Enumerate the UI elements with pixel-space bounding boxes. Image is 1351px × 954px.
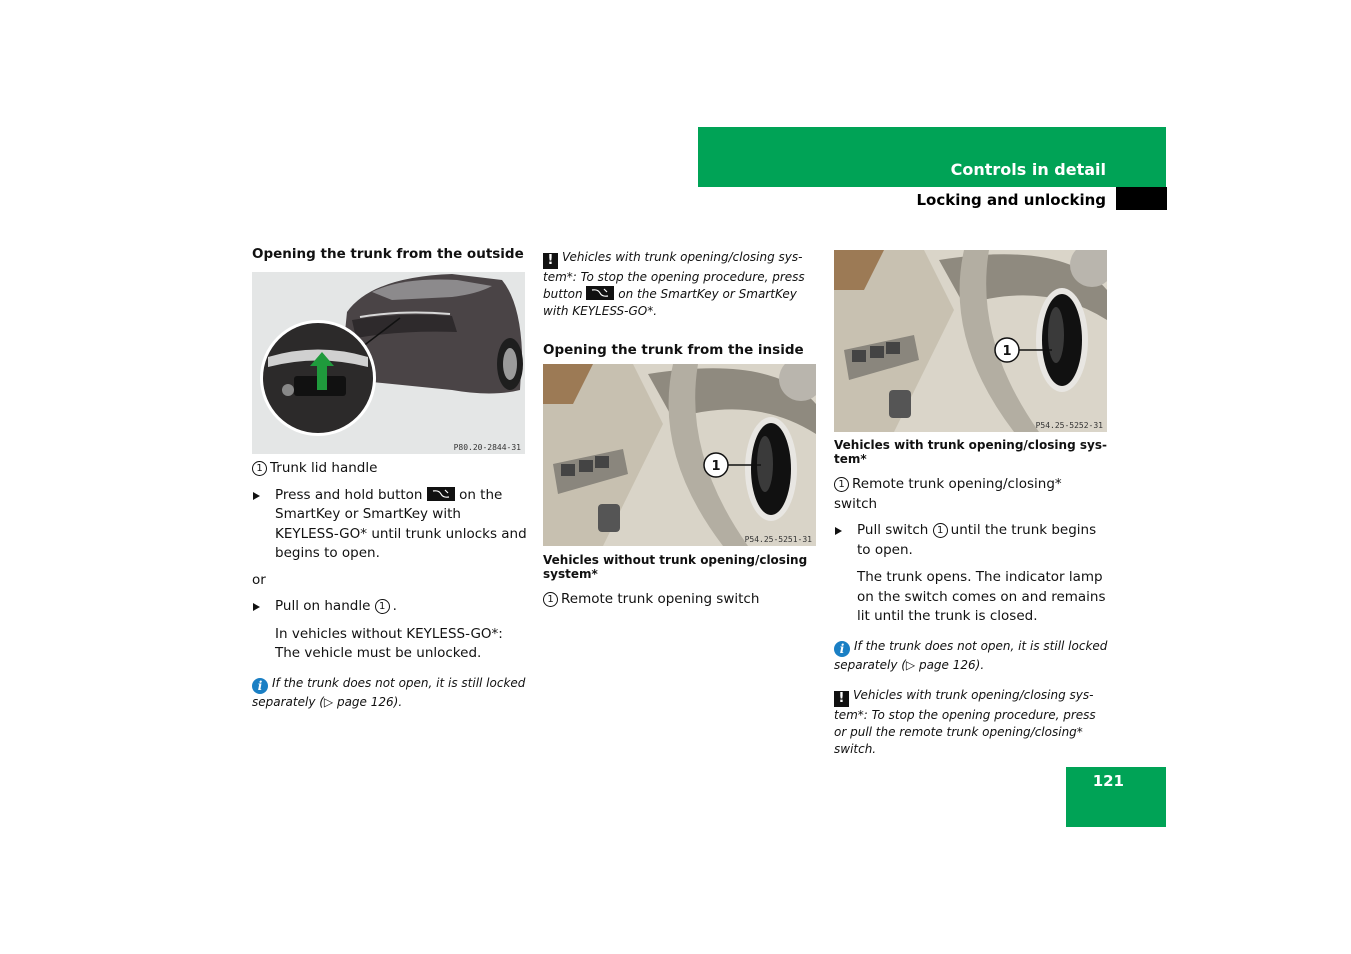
step-text: . — [392, 598, 397, 614]
legend-item — [252, 459, 527, 479]
step-text: Pull on handle — [275, 598, 371, 614]
interior-illustration — [543, 364, 816, 546]
legend-label: Remote trunk opening/closing* switch — [834, 476, 1062, 512]
callout-number: 1 — [375, 599, 390, 614]
legend-item — [543, 590, 818, 610]
callout-number: 1 — [543, 592, 558, 607]
photo-interior-switch — [543, 364, 816, 546]
photo-code: P54.25-5251-31 — [744, 535, 812, 544]
info-icon: i — [834, 641, 850, 657]
interior-illustration — [834, 250, 1107, 432]
info-note — [252, 675, 527, 711]
photo-caption: Vehicles without trunk opening/closing system* — [543, 553, 808, 581]
photo-code: P80.20-2844-31 — [453, 443, 521, 452]
warning-text: on the SmartKey or SmartKey with KEYLESS-GO*. — [543, 287, 797, 318]
step-text: until the trunk begins to open. — [857, 522, 1097, 558]
trunk-key-button-icon — [586, 286, 614, 300]
step-text: Press and hold button — [275, 486, 423, 503]
warning-text: Vehicles with trunk opening/closing sys-tem*: To stop the opening procedure, press or pull the remote trunk opening/closing* switch. — [834, 687, 1096, 756]
step-note: The trunk opens. The indicator lamp on the switch comes on and remains lit until the trunk is closed. — [857, 569, 1106, 624]
column-inside-body — [543, 553, 818, 610]
legend-label: Trunk lid handle — [270, 460, 378, 476]
step-note: In vehicles without KEYLESS-GO*: The vehicle must be unlocked. — [275, 625, 503, 661]
or-text: or — [252, 571, 266, 588]
photo-callout-number: 1 — [1002, 344, 1012, 359]
section-title: Controls in detail — [950, 160, 1106, 179]
page-number: 121 — [1092, 772, 1124, 790]
instruction-step — [834, 521, 1109, 560]
info-icon: i — [252, 678, 268, 694]
step-text: Pull switch — [857, 522, 929, 538]
column-closing-body — [834, 438, 1109, 758]
photo-callout-number: 1 — [711, 459, 721, 474]
legend-item — [834, 475, 1109, 514]
trunk-key-button-icon — [427, 487, 455, 501]
column-inside — [543, 249, 818, 361]
step-text: on the SmartKey or SmartKey with KEYLESS-GO* until trunk unlocks and begins to open. — [275, 486, 527, 561]
info-text: If the trunk does not open, it is still locked separately (▷ page 126). — [834, 638, 1108, 672]
callout-number: 1 — [834, 477, 849, 492]
instruction-step — [252, 597, 527, 617]
warning-icon: ! — [834, 691, 849, 707]
warning-text: Vehicles with trunk opening/closing sys-tem*: To stop the opening procedure, press button — [543, 250, 805, 301]
bullet-arrow-icon — [253, 603, 260, 611]
warning-note — [834, 687, 1109, 758]
column-outside — [252, 245, 527, 265]
column-outside-body — [252, 459, 527, 711]
car-rear-illustration — [252, 272, 525, 454]
callout-number: 1 — [252, 461, 267, 476]
warning-note — [543, 249, 818, 320]
photo-code: P54.25-5252-31 — [1035, 421, 1103, 430]
bullet-arrow-icon — [253, 492, 260, 500]
photo-interior-switch-closing — [834, 250, 1107, 432]
instruction-step — [252, 486, 527, 564]
warning-icon: ! — [543, 253, 558, 269]
bullet-arrow-icon — [835, 527, 842, 535]
photo-caption: Vehicles with trunk opening/closing sys-tem* — [834, 438, 1107, 466]
callout-number: 1 — [933, 523, 948, 538]
photo-trunk-exterior — [252, 272, 525, 454]
info-note — [834, 638, 1109, 674]
legend-label: Remote trunk opening switch — [561, 591, 760, 607]
subsection-title: Locking and unlocking — [916, 191, 1106, 209]
heading-outside: Opening the trunk from the outside — [252, 246, 524, 262]
heading-inside: Opening the trunk from the inside — [543, 342, 804, 358]
section-tab-marker — [1116, 187, 1167, 210]
info-text: If the trunk does not open, it is still locked separately (▷ page 126). — [252, 675, 526, 709]
